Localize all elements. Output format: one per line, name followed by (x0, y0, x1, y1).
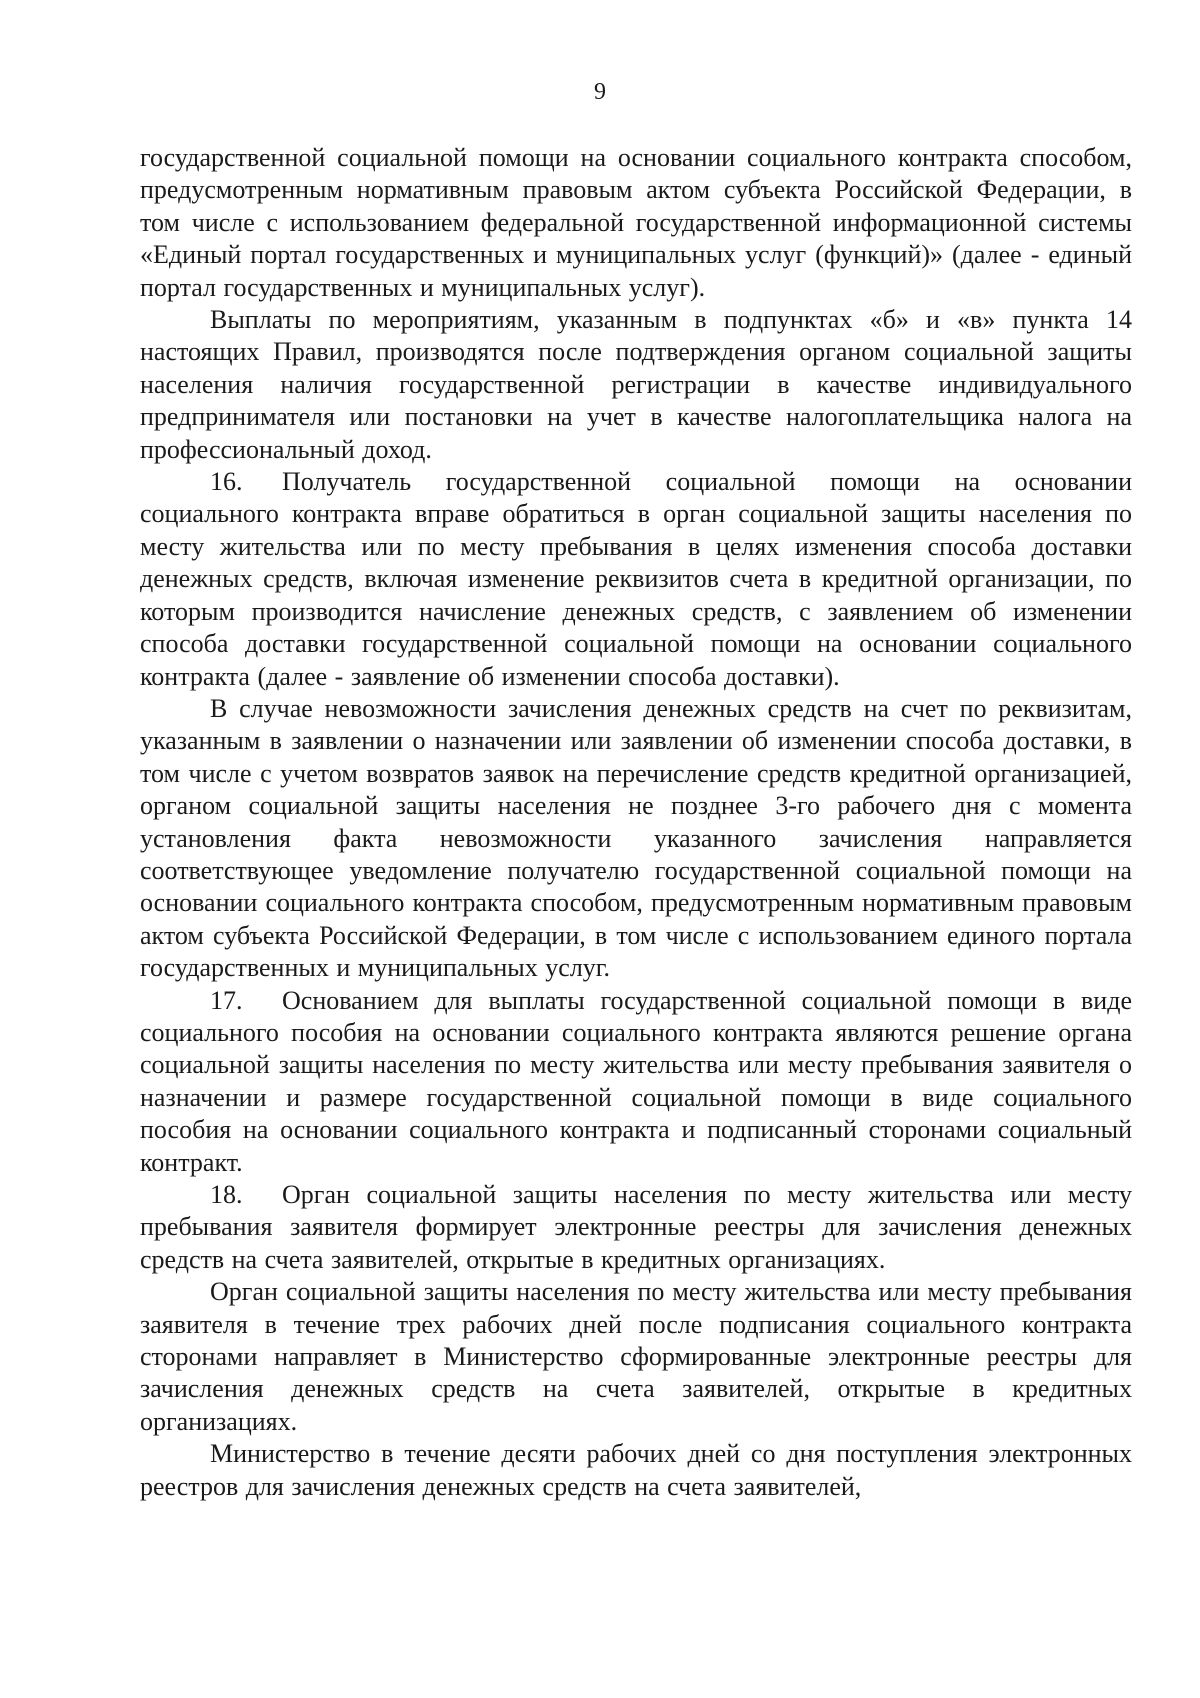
paragraph-number: 16. (210, 467, 243, 497)
numbered-paragraph (140, 466, 1132, 693)
paragraph-text: В случае невозможности зачисления денежных средств на счет по реквизитам, указанным в заявлении о назначении или заявлении об изменении способа доставки, в том числе с учетом возвратов заявок на перечисление средств кредитной организацией, органом социальной защиты населения не позднее 3-го рабочего дня с момента установления факта невозможности указанного зачисления направляется соответствующее уведомление получателю государственной социальной помощи на основании социального контракта способом, предусмотренным нормативным правовым актом субъекта Российской Федерации, в том числе с использованием единого портала государственных и муниципальных услуг. (140, 693, 1132, 983)
paragraph (140, 142, 1132, 304)
document-body (140, 142, 1132, 1503)
paragraph-text: Орган социальной защиты населения по месту жительства или месту пребывания заявителя в течение трех рабочих дней после подписания социального контракта сторонами направляет в Министерство сформированные электронные реестры для зачисления денежных средств на счета заявителей, открытые в кредитных организациях. (140, 1277, 1132, 1436)
paragraph (140, 693, 1132, 985)
paragraph-number: 18. (210, 1180, 243, 1209)
paragraph-text: Основанием для выплаты государственной социальной помощи в виде социального пособия на основании социального контракта являются решение органа социальной защиты населения по месту жительства или месту пребывания заявителя о назначении и размере государственной социальной помощи в виде социального пособия на основании социального контракта и подписанный сторонами социальный контракт. (140, 985, 1132, 1177)
numbered-paragraph (140, 1179, 1132, 1276)
paragraph-text: Выплаты по мероприятиям, указанным в подпунктах «б» и «в» пункта 14 настоящих Правил, производятся после подтверждения органом социальной защиты населения наличия государственной регистрации в качестве индивидуального предпринимателя или постановки на учет в качестве налогоплательщика налога на профессиональный доход. (140, 305, 1132, 464)
paragraph-number: 17. (210, 985, 243, 1015)
paragraph-text: Получатель государственной социальной помощи на основании социального контракта вправе обратиться в орган социальной защиты населения по месту жительства или по месту пребывания в целях изменения способа доставки денежных средств, включая изменение реквизитов счета в кредитной организации, по которым производится начисление денежных средств, с заявлением об изменении способа доставки государственной социальной помощи на основании социального контракта (далее - заявление об изменении способа доставки). (140, 467, 1132, 691)
paragraph (140, 304, 1132, 466)
numbered-paragraph (140, 985, 1132, 1179)
paragraph-text: государственной социальной помощи на основании социального контракта способом, предусмотренным нормативным правовым актом субъекта Российской Федерации, в том числе с использованием федеральной государственной информационной системы «Единый портал государственных и муниципальных услуг (функций)» (далее - единый портал государственных и муниципальных услуг). (140, 143, 1132, 302)
paragraph-text: Министерство в течение десяти рабочих дней со дня поступления электронных реестров для зачисления денежных средств на счета заявителей, (140, 1439, 1132, 1501)
page-number: 9 (594, 79, 606, 105)
paragraph (140, 1276, 1132, 1438)
paragraph-text: Орган социальной защиты населения по месту жительства или месту пребывания заявителя формирует электронные реестры для зачисления денежных средств на счета заявителей, открытые в кредитных организациях. (140, 1180, 1132, 1274)
paragraph (140, 1438, 1132, 1503)
